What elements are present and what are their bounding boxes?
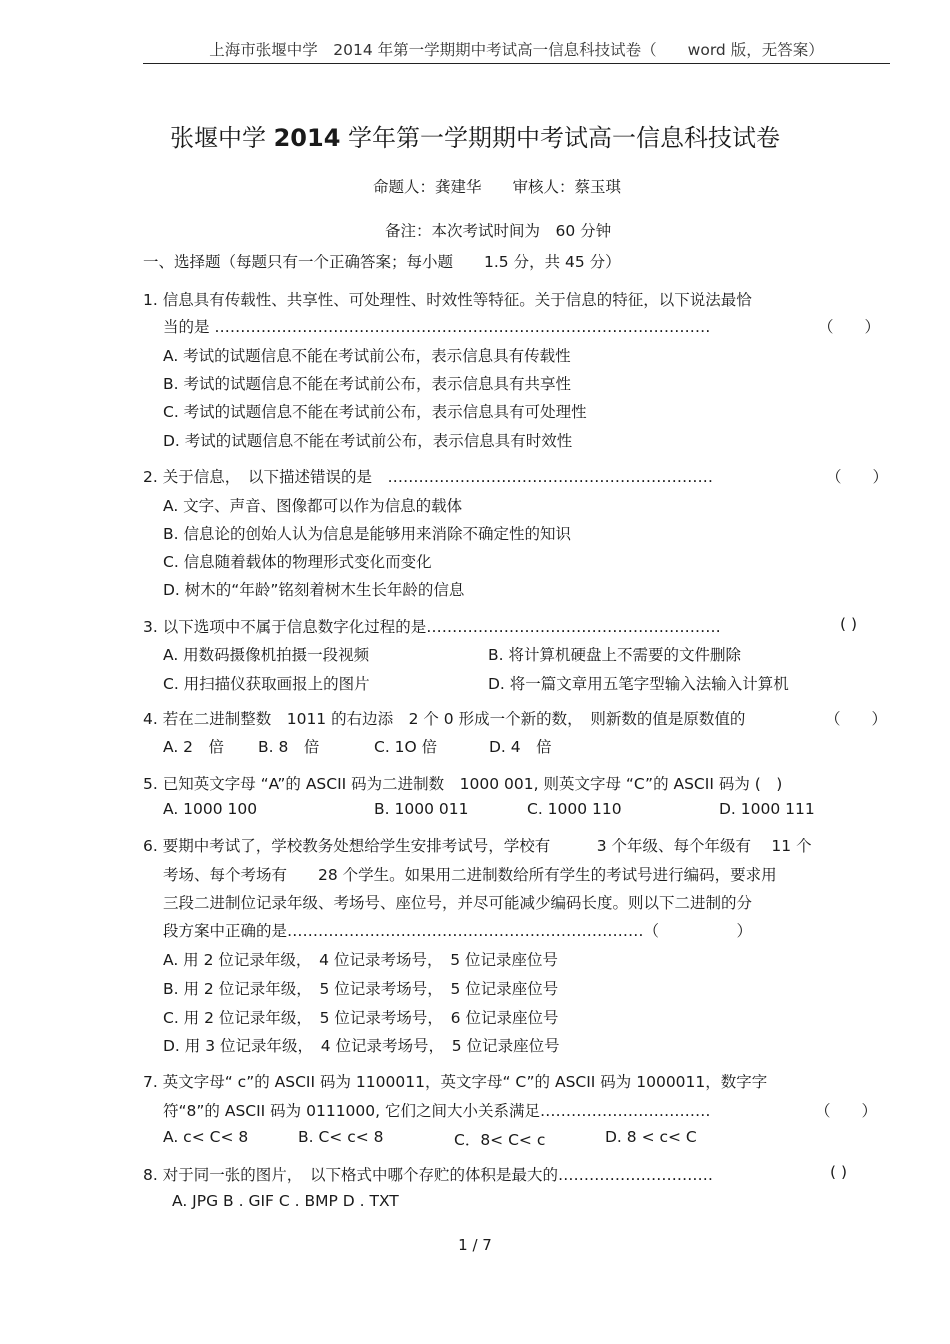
question-4-option-b: B. 8 倍 xyxy=(258,738,320,756)
question-2-option-c: C. 信息随着载体的物理形式变化而变化 xyxy=(163,553,432,571)
question-6-option-d: D. 用 3 位记录年级， 4 位记录考场号， 5 位记录座位号 xyxy=(163,1037,560,1055)
question-7-answer-blank: （ ） xyxy=(815,1102,878,1120)
question-3-option-a: A. 用数码摄像机拍摄一段视频 xyxy=(163,646,370,664)
question-7-option-b: B. C< c< 8 xyxy=(298,1128,384,1146)
question-6-stem-cont-2: 三段二进制位记录年级、考场号、座位号，并尽可能减少编码长度。则以下二进制的分 xyxy=(163,894,753,912)
question-1-option-a: A. 考试的试题信息不能在考试前公布，表示信息具有传载性 xyxy=(163,347,571,365)
section-heading: 一、选择题（每题只有一个正确答案；每小题 1.5 分，共 45 分） xyxy=(143,253,621,271)
question-8-options: A. JPG B . GIF C . BMP D . TXT xyxy=(172,1192,399,1210)
question-4-option-d: D. 4 倍 xyxy=(489,738,552,756)
question-2-answer-blank: （ ） xyxy=(826,468,889,486)
question-3-stem: 3. 以下选项中不属于信息数字化过程的是………………………………………………… xyxy=(143,618,721,636)
question-6-stem-cont-1: 考场、每个考场有 28 个学生。如果用二进制数给所有学生的考试号进行编码，要求用 xyxy=(163,866,777,884)
question-8-answer-blank: ( ) xyxy=(830,1163,848,1181)
question-2-option-a: A. 文字、声音、图像都可以作为信息的载体 xyxy=(163,497,463,515)
exam-note: 备注：本次考试时间为 60 分钟 xyxy=(385,222,612,240)
question-4-option-a: A. 2 倍 xyxy=(163,738,225,756)
question-7-option-a: A. c< C< 8 xyxy=(163,1128,249,1146)
question-3-option-c: C. 用扫描仪获取画报上的图片 xyxy=(163,675,370,693)
question-7-option-d: D. 8 < c< C xyxy=(605,1128,697,1146)
question-8-stem: 8. 对于同一张的图片， 以下格式中哪个存贮的体积是最大的………………………… xyxy=(143,1166,713,1184)
question-5-option-b: B. 1000 011 xyxy=(374,800,469,818)
question-4-answer-blank: （ ） xyxy=(825,710,888,728)
question-6-option-c: C. 用 2 位记录年级， 5 位记录考场号， 6 位记录座位号 xyxy=(163,1009,559,1027)
question-6-stem-cont-3: 段方案中正确的是……………………………………………………………（ ） xyxy=(163,922,753,940)
question-2-option-b: B. 信息论的创始人认为信息是能够用来消除不确定性的知识 xyxy=(163,525,571,543)
question-7-stem-cont: 符“8”的 ASCII 码为 0111000, 它们之间大小关系满足…………………………… xyxy=(163,1102,711,1120)
question-2-stem: 2. 关于信息， 以下描述错误的是 ……………………………………………………… xyxy=(143,468,713,486)
question-4-stem: 4. 若在二进制整数 1011 的右边添 2 个 0 形成一个新的数， 则新数的值是原数值的 xyxy=(143,710,746,728)
question-7-stem: 7. 英文字母“ c”的 ASCII 码为 1100011，英文字母“ C”的 ASCII 码为 1000011，数字字 xyxy=(143,1073,768,1091)
question-6-option-a: A. 用 2 位记录年级， 4 位记录考场号， 5 位记录座位号 xyxy=(163,951,558,969)
question-6-option-b: B. 用 2 位记录年级， 5 位记录考场号， 5 位记录座位号 xyxy=(163,980,559,998)
question-3-option-b: B. 将计算机硬盘上不需要的文件删除 xyxy=(488,646,741,664)
question-5-option-d: D. 1000 111 xyxy=(719,800,815,818)
question-3-option-d: D. 将一篇文章用五笔字型输入法输入计算机 xyxy=(488,675,789,693)
authors-line: 命题人：龚建华 审核人：蔡玉琪 xyxy=(373,178,622,196)
question-1-stem-cont: 当的是 …………………………………………………………………………………… xyxy=(163,318,711,336)
title-rest: 学年第一学期期中考试高一信息科技试卷 xyxy=(340,124,781,152)
question-4-option-c: C. 1O 倍 xyxy=(374,738,438,756)
title-school: 张堰中学 xyxy=(169,124,274,152)
question-1-answer-blank: （ ） xyxy=(818,318,881,336)
question-7-option-c: C．8< C< c xyxy=(454,1131,546,1149)
exam-title xyxy=(0,118,950,153)
question-6-stem: 6. 要期中考试了，学校教务处想给学生安排考试号，学校有 3 个年级、每个年级有 11 个 xyxy=(143,837,812,855)
question-1-option-c: C. 考试的试题信息不能在考试前公布，表示信息具有可处理性 xyxy=(163,403,587,421)
question-5-option-c: C. 1000 110 xyxy=(527,800,622,818)
question-1-stem: 1. 信息具有传载性、共享性、可处理性、时效性等特征。关于信息的特征，以下说法最恰 xyxy=(143,291,752,309)
question-1-option-b: B. 考试的试题信息不能在考试前公布，表示信息具有共享性 xyxy=(163,375,571,393)
page-number: 1 / 7 xyxy=(458,1236,492,1254)
question-2-option-d: D. 树木的“年龄”铭刻着树木生长年龄的信息 xyxy=(163,581,465,599)
title-year: 2014 xyxy=(273,124,341,152)
question-5-option-a: A. 1000 100 xyxy=(163,800,258,818)
running-header: 上海市张堰中学 2014 年第一学期期中考试高一信息科技试卷（ word 版，无答案） xyxy=(143,38,890,64)
question-1-option-d: D. 考试的试题信息不能在考试前公布，表示信息具有时效性 xyxy=(163,432,573,450)
question-3-answer-blank: ( ) xyxy=(840,615,858,633)
question-5-stem: 5. 已知英文字母 “A”的 ASCII 码为二进制数 1000 001, 则英文字母 “C”的 ASCII 码为 ( ) xyxy=(143,775,783,793)
